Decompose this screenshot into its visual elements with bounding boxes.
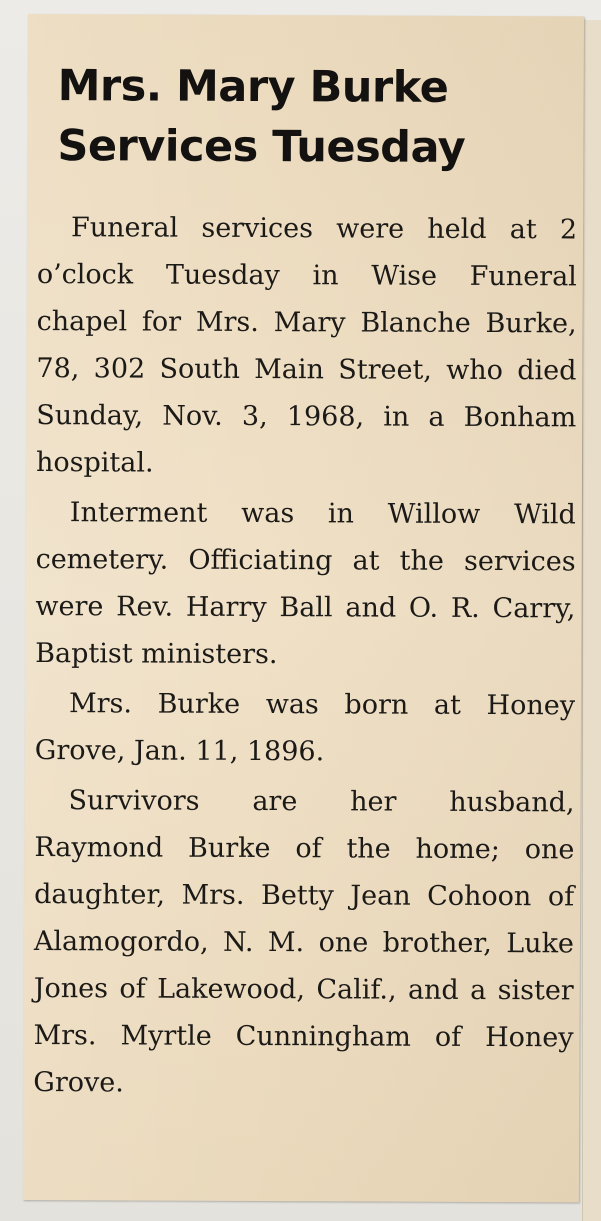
paragraph-funeral-services: Funeral services were held at 2 o’clock Tuesday in Wise Funeral chapel for Mrs. Mary Blanche Burke, 78, 302 South Main Street, who died Sunday, Nov. 3, 1968, in a Bonham hospital. — [35, 212, 578, 479]
adjacent-clipping-edge — [582, 20, 601, 1221]
article-body — [33, 204, 577, 1111]
newspaper-clipping — [23, 14, 584, 1202]
headline — [57, 56, 568, 178]
headline-line-2: Services Tuesday — [57, 121, 466, 173]
paragraph-survivors: Survivors are her husband, Raymond Burke of the home; one daughter, Mrs. Betty Jean Cohoon of Alamogordo, N. M. one brother, Luke Jones of Lakewood, Calif., and a sister Mrs. Myrtle Cunningham of Honey Grove. — [33, 785, 575, 1099]
headline-line-1: Mrs. Mary Burke — [57, 61, 449, 113]
paragraph-birth: Mrs. Burke was born at Honey Grove, Jan. 11, 1896. — [34, 688, 576, 768]
paragraph-interment: Interment was in Willow Wild cemetery. Officiating at the services were Rev. Harry Ball and O. R. Carry, Baptist ministers. — [35, 497, 576, 671]
